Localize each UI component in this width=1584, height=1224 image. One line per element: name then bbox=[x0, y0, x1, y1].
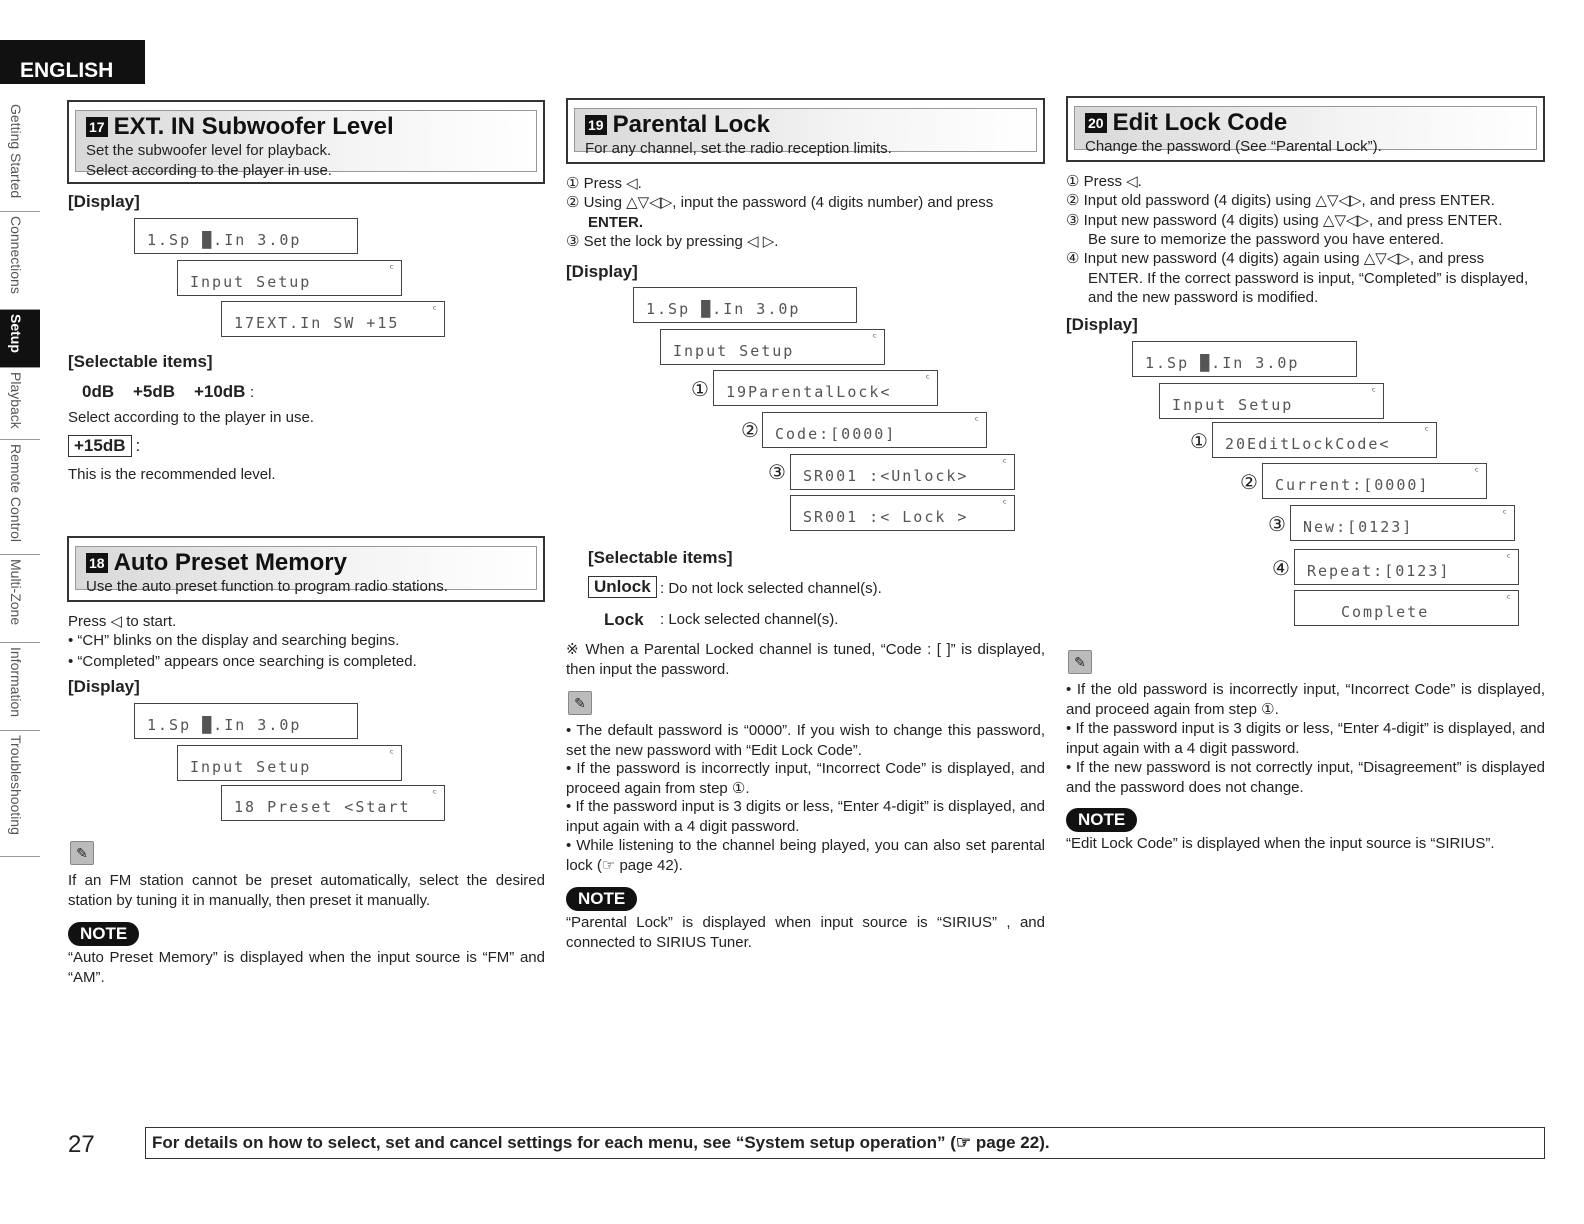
display-heading: [Display] bbox=[68, 192, 140, 211]
section-description: Select according to the player in use. bbox=[86, 162, 332, 179]
language-tab: ENGLISH bbox=[0, 40, 145, 84]
side-tab-label: Multi-Zone bbox=[8, 559, 24, 626]
lcd-display: 17EXT.In SW +15 ᶜ bbox=[221, 301, 445, 337]
step-text: ENTER. If the correct password is input, “Completed” is displayed, bbox=[1088, 270, 1529, 287]
lcd-display: 1.Sp █.In 3.0p bbox=[1132, 341, 1357, 377]
side-tab-label: Connections bbox=[8, 216, 24, 294]
lock-badge: Lock bbox=[604, 610, 644, 629]
footer-reference[interactable]: For details on how to select, set and cancel settings for each menu, see “System setup operation” (☞ page 22). bbox=[145, 1127, 1545, 1159]
bullet-text: • “CH” blinks on the display and searching begins. bbox=[68, 632, 400, 649]
side-tab-information[interactable] bbox=[0, 643, 40, 731]
step-text: ENTER. bbox=[588, 214, 644, 231]
section-title: Edit Lock Code bbox=[1112, 109, 1288, 136]
step-marker: ③ bbox=[1268, 514, 1286, 536]
display-heading: [Display] bbox=[1066, 315, 1138, 334]
lcd-display: New:[0123] ᶜ bbox=[1290, 505, 1515, 541]
section-description: Change the password (See “Parental Lock”). bbox=[1085, 138, 1382, 155]
section-description: Set the subwoofer level for playback. bbox=[86, 142, 332, 159]
lcd-display: 18 Preset <Start ᶜ bbox=[221, 785, 445, 821]
section-17-header bbox=[67, 100, 545, 184]
asterisk-note: ※ When a Parental Locked channel is tuned, “Code : [ ]” is displayed, then input the password. bbox=[566, 641, 1045, 678]
lcd-display: SR001 :< Lock > ᶜ bbox=[790, 495, 1015, 531]
display-heading: [Display] bbox=[566, 262, 638, 281]
item-description: This is the recommended level. bbox=[68, 466, 276, 483]
item-description: : Do not lock selected channel(s). bbox=[660, 580, 882, 597]
separator: : bbox=[135, 436, 141, 455]
section-number-badge: 19 bbox=[585, 115, 607, 135]
memo-bullet: • If the old password is incorrectly input, “Incorrect Code” is displayed, and proceed again from step ①. bbox=[1066, 681, 1545, 718]
bullet-text: • “Completed” appears once searching is completed. bbox=[68, 653, 417, 670]
side-tab-label: Getting Started bbox=[8, 104, 24, 199]
side-tab-troubleshooting[interactable] bbox=[0, 731, 40, 857]
section-description: Use the auto preset function to program radio stations. bbox=[86, 578, 448, 595]
step-marker: ① bbox=[691, 379, 709, 401]
memo-bullet: • If the password is incorrectly input, “Incorrect Code” is displayed, and proceed again from step ①. bbox=[566, 760, 1045, 797]
memo-bullet: • The default password is “0000”. If you wish to change this password, set the new password with “Edit Lock Code”. bbox=[566, 722, 1045, 759]
selectable-items-heading: [Selectable items] bbox=[588, 548, 733, 567]
section-title: Parental Lock bbox=[612, 111, 770, 138]
section-number-badge: 20 bbox=[1085, 113, 1107, 133]
lcd-display: 20EditLockCode< ᶜ bbox=[1212, 422, 1437, 458]
display-heading: [Display] bbox=[68, 677, 140, 696]
recommended-level-badge: +15dB bbox=[68, 435, 132, 457]
step-marker: ④ bbox=[1272, 558, 1290, 580]
step-text: ④ Input new password (4 digits) again using △▽◁▷, and press bbox=[1066, 250, 1485, 267]
lcd-display: Complete ᶜ bbox=[1294, 590, 1519, 626]
selectable-items-heading: [Selectable items] bbox=[68, 352, 213, 371]
step-marker: ② bbox=[741, 420, 759, 442]
step-marker: ① bbox=[1190, 431, 1208, 453]
note-badge: NOTE bbox=[566, 887, 637, 911]
section-title: EXT. IN Subwoofer Level bbox=[113, 113, 394, 140]
lcd-display: Input Setup ᶜ bbox=[177, 745, 402, 781]
memo-pencil-icon: ✎ bbox=[568, 691, 592, 715]
side-tab-remote-control[interactable] bbox=[0, 440, 40, 555]
step-text: ② Input old password (4 digits) using △▽◁▷, and press ENTER. bbox=[1066, 192, 1495, 209]
recommended-item bbox=[68, 435, 140, 457]
note-text: “Parental Lock” is displayed when input source is “SIRIUS” , and connected to SIRIUS Tuner. bbox=[566, 914, 1045, 951]
side-tab-multi-zone[interactable] bbox=[0, 555, 40, 643]
section-number-badge: 17 bbox=[86, 117, 108, 137]
lcd-display: Input Setup ᶜ bbox=[660, 329, 885, 365]
step-text: Be sure to memorize the password you have entered. bbox=[1088, 231, 1445, 248]
memo-bullet: • If the password input is 3 digits or less, “Enter 4-digit” is displayed, and input again with a 4 digit password. bbox=[1066, 720, 1545, 757]
step-text: and the new password is modified. bbox=[1088, 289, 1319, 306]
lcd-display: 19ParentalLock< ᶜ bbox=[713, 370, 938, 406]
section-20-header bbox=[1066, 96, 1545, 162]
step-marker: ③ bbox=[768, 462, 786, 484]
page-number: 27 bbox=[68, 1131, 95, 1158]
unlock-item bbox=[588, 576, 657, 598]
separator: : bbox=[250, 384, 255, 401]
memo-bullet: • If the new password is not correctly input, “Disagreement” is displayed and the password does not change. bbox=[1066, 759, 1545, 796]
lcd-display: Input Setup ᶜ bbox=[177, 260, 402, 296]
side-tab-label: Troubleshooting bbox=[8, 735, 24, 835]
side-tab-label: Remote Control bbox=[8, 444, 24, 543]
side-tab-label: Information bbox=[8, 647, 24, 718]
lcd-display: 1.Sp █.In 3.0p bbox=[134, 703, 358, 739]
lcd-display: Repeat:[0123] ᶜ bbox=[1294, 549, 1519, 585]
memo-pencil-icon: ✎ bbox=[1068, 650, 1092, 674]
unlock-badge: Unlock bbox=[588, 576, 657, 598]
side-tab-connections[interactable] bbox=[0, 212, 40, 310]
step-text: ③ Input new password (4 digits) using △▽◁▷, and press ENTER. bbox=[1066, 212, 1503, 229]
side-tab-setup[interactable] bbox=[0, 310, 40, 368]
section-number-badge: 18 bbox=[86, 553, 108, 573]
step-marker: ② bbox=[1240, 472, 1258, 494]
section-18-header bbox=[67, 536, 545, 602]
memo-bullet: • While listening to the channel being played, you can also set parental lock (☞ page 42). bbox=[566, 837, 1045, 874]
item-description: Select according to the player in use. bbox=[68, 409, 314, 426]
step-text: ① Press ◁. bbox=[566, 175, 642, 192]
lcd-display: Input Setup ᶜ bbox=[1159, 383, 1384, 419]
section-19-header bbox=[566, 98, 1045, 164]
item-description: : Lock selected channel(s). bbox=[660, 611, 839, 628]
instruction-text: Press ◁ to start. bbox=[68, 613, 177, 630]
note-badge: NOTE bbox=[1066, 808, 1137, 832]
lcd-display: Code:[0000] ᶜ bbox=[762, 412, 987, 448]
note-badge: NOTE bbox=[68, 922, 139, 946]
note-text: “Edit Lock Code” is displayed when the input source is “SIRIUS”. bbox=[1066, 835, 1495, 852]
side-tab-label: Playback bbox=[8, 372, 24, 429]
side-tab-label: Setup bbox=[8, 314, 24, 353]
step-text: ② Using △▽◁▷, input the password (4 digits number) and press bbox=[566, 194, 994, 211]
memo-text: If an FM station cannot be preset automatically, select the desired station by tuning it in manually, then preset it manually. bbox=[68, 872, 545, 909]
side-tab-playback[interactable] bbox=[0, 368, 40, 440]
lcd-display: Current:[0000] ᶜ bbox=[1262, 463, 1487, 499]
side-tab-getting-started[interactable] bbox=[0, 100, 40, 212]
step-text: ③ Set the lock by pressing ◁ ▷. bbox=[566, 233, 779, 250]
section-description: For any channel, set the radio reception limits. bbox=[585, 140, 892, 157]
lcd-display: 1.Sp █.In 3.0p bbox=[134, 218, 358, 254]
lcd-display: SR001 :<Unlock> ᶜ bbox=[790, 454, 1015, 490]
step-text: ① Press ◁. bbox=[1066, 173, 1142, 190]
note-text: “Auto Preset Memory” is displayed when the input source is “FM” and “AM”. bbox=[68, 949, 545, 986]
memo-pencil-icon: ✎ bbox=[70, 841, 94, 865]
lcd-display: 1.Sp █.In 3.0p bbox=[633, 287, 857, 323]
section-title: Auto Preset Memory bbox=[113, 549, 347, 576]
selectable-items-list: 0dB +5dB +10dB bbox=[82, 382, 246, 401]
memo-bullet: • If the password input is 3 digits or less, “Enter 4-digit” is displayed, and input again with a 4 digit password. bbox=[566, 798, 1045, 835]
